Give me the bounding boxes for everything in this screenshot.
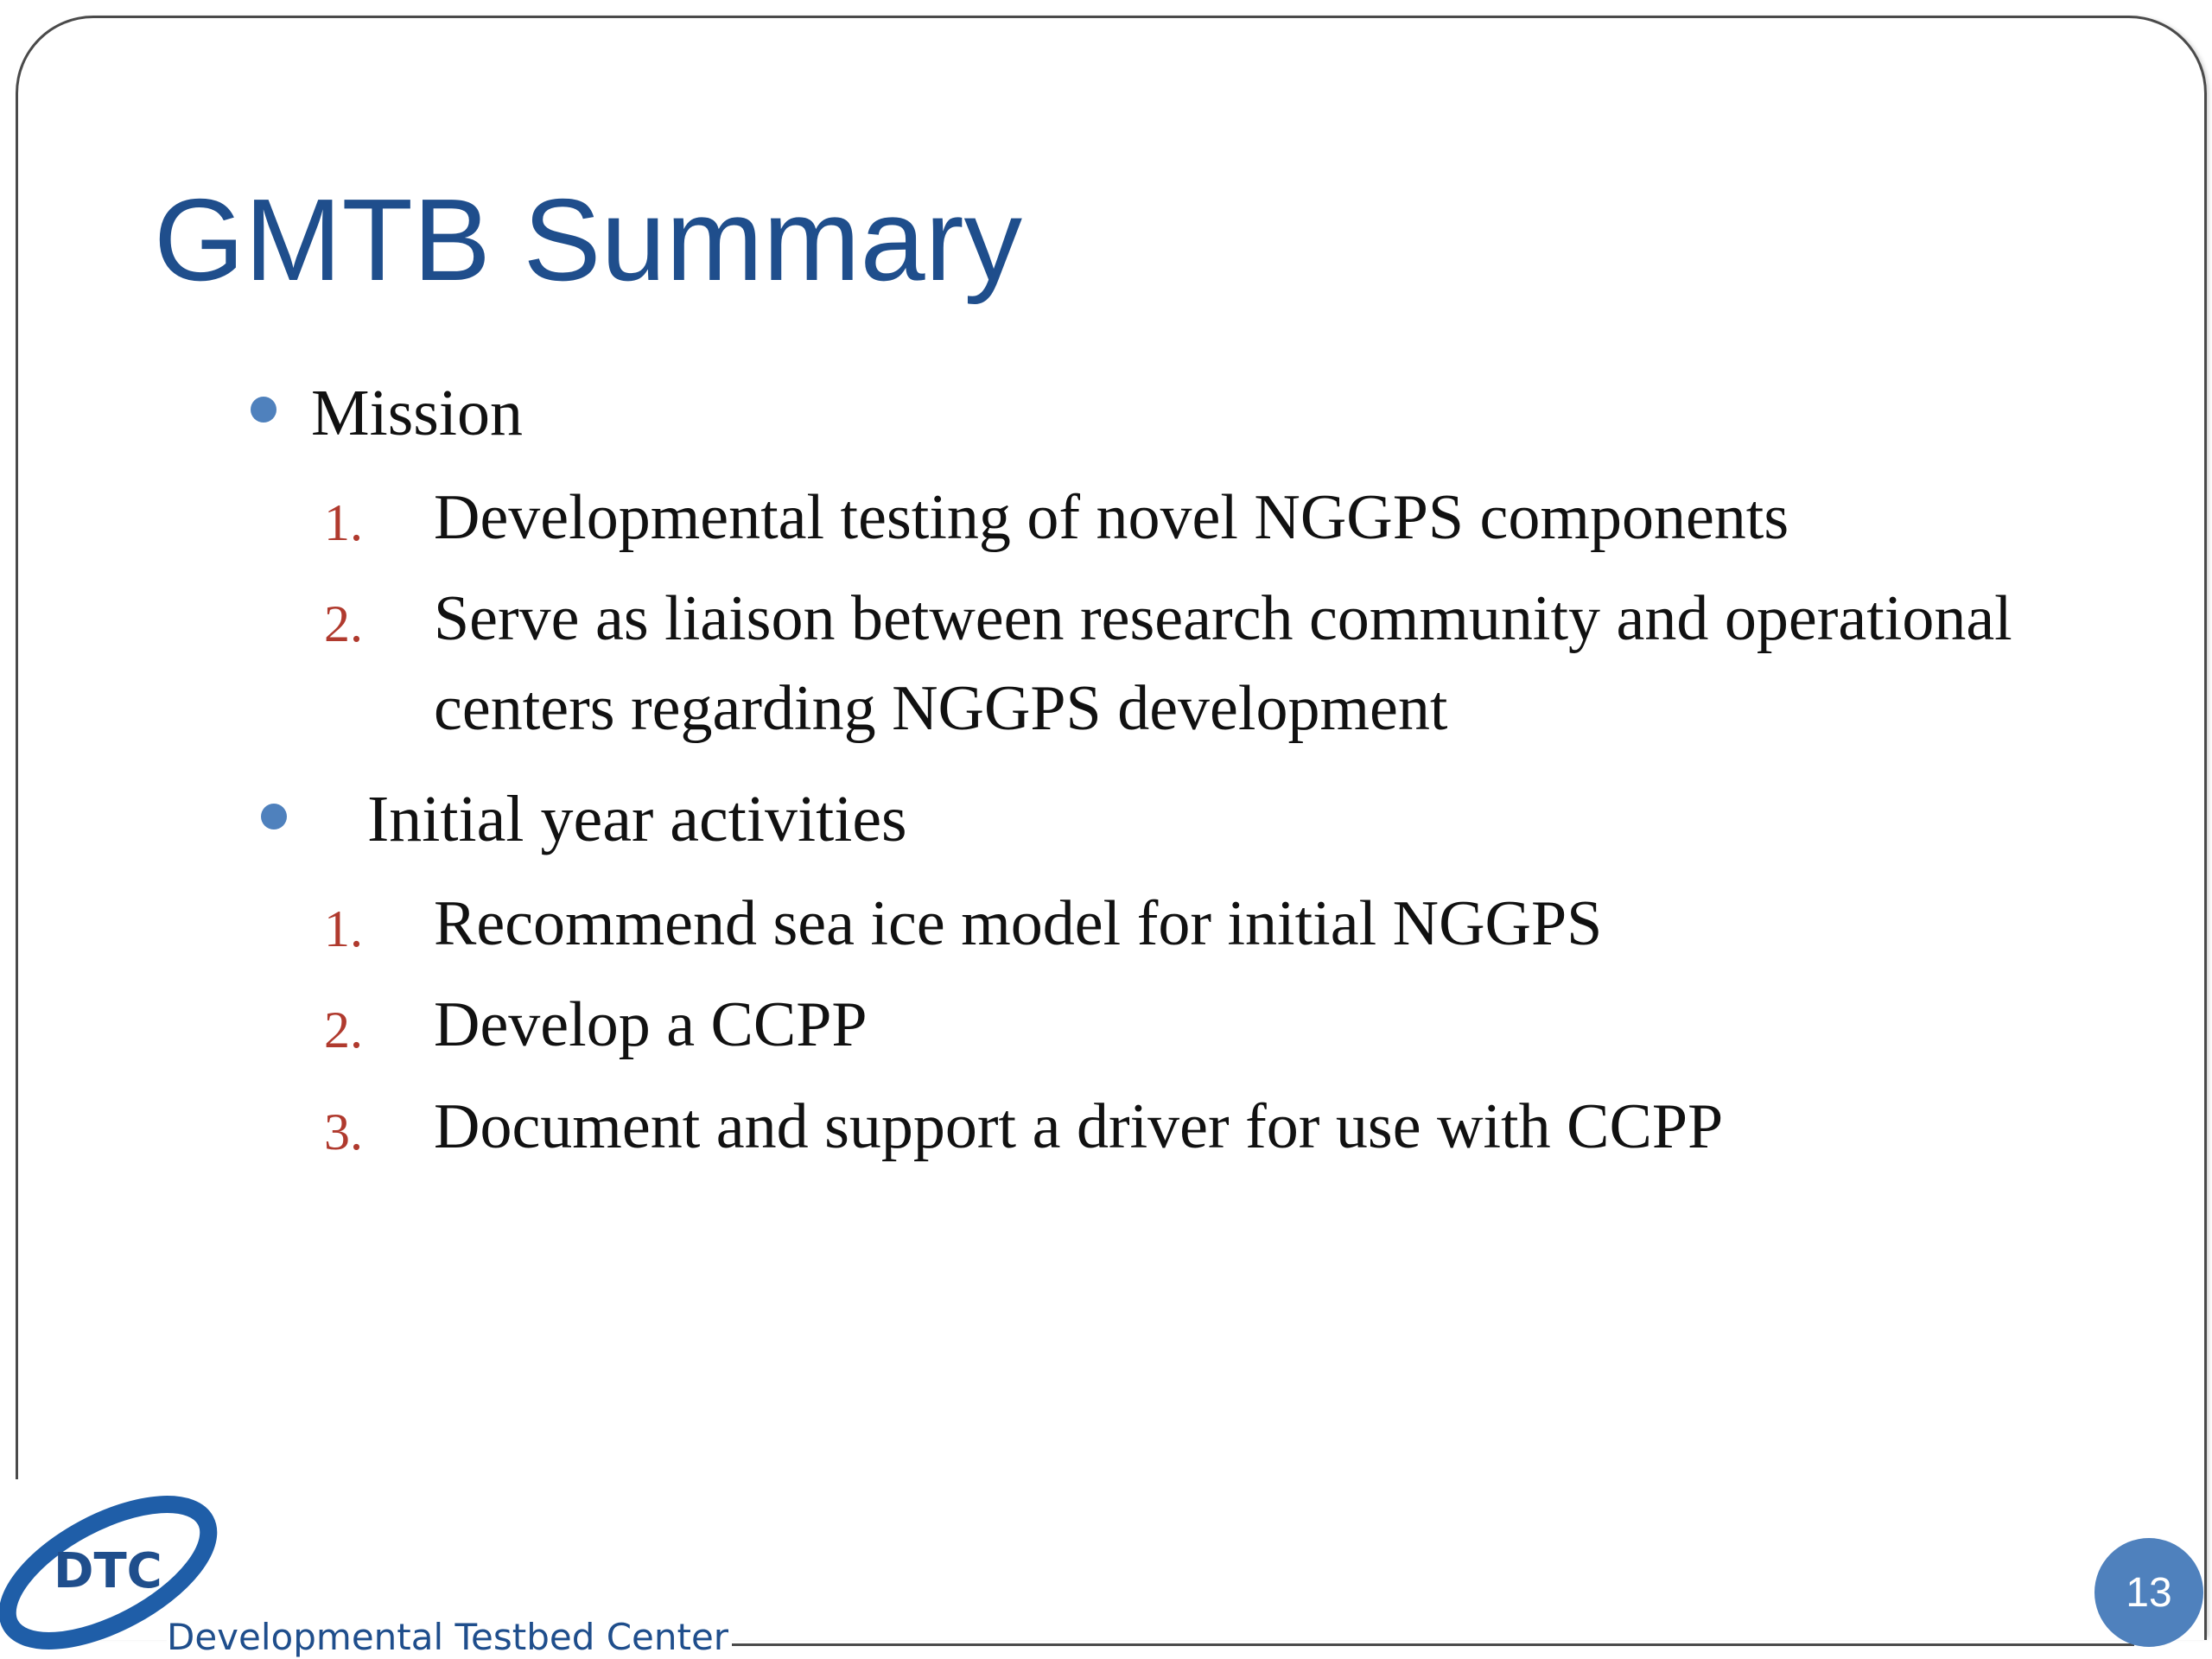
page-number-badge: 13 xyxy=(2094,1538,2203,1647)
list-number: 2. xyxy=(324,1001,363,1058)
logo-caption: Developmental Testbed Center xyxy=(167,1619,732,1656)
slide-title: GMTB Summary xyxy=(154,175,1023,305)
section-heading-initial-year: Initial year activities xyxy=(367,783,907,855)
logo-text: DTC xyxy=(54,1543,162,1599)
footer-rule xyxy=(700,1643,2134,1646)
section-heading-mission: Mission xyxy=(311,377,523,449)
list-number: 3. xyxy=(324,1103,363,1160)
list-number: 2. xyxy=(324,595,363,652)
list-item: Developmental testing of novel NGGPS components xyxy=(434,482,1789,553)
circle-bullet-icon xyxy=(251,397,276,423)
circle-bullet-icon xyxy=(261,804,287,830)
list-item: Recommend sea ice model for initial NGGPS xyxy=(434,888,1603,959)
list-number: 1. xyxy=(324,900,363,957)
list-item: Serve as liaison between research community and operational centers regarding NGGPS development xyxy=(434,583,2012,744)
list-item: Document and support a driver for use with CCPP xyxy=(434,1091,1724,1162)
list-number: 1. xyxy=(324,494,363,551)
list-item: Develop a CCPP xyxy=(434,989,868,1060)
